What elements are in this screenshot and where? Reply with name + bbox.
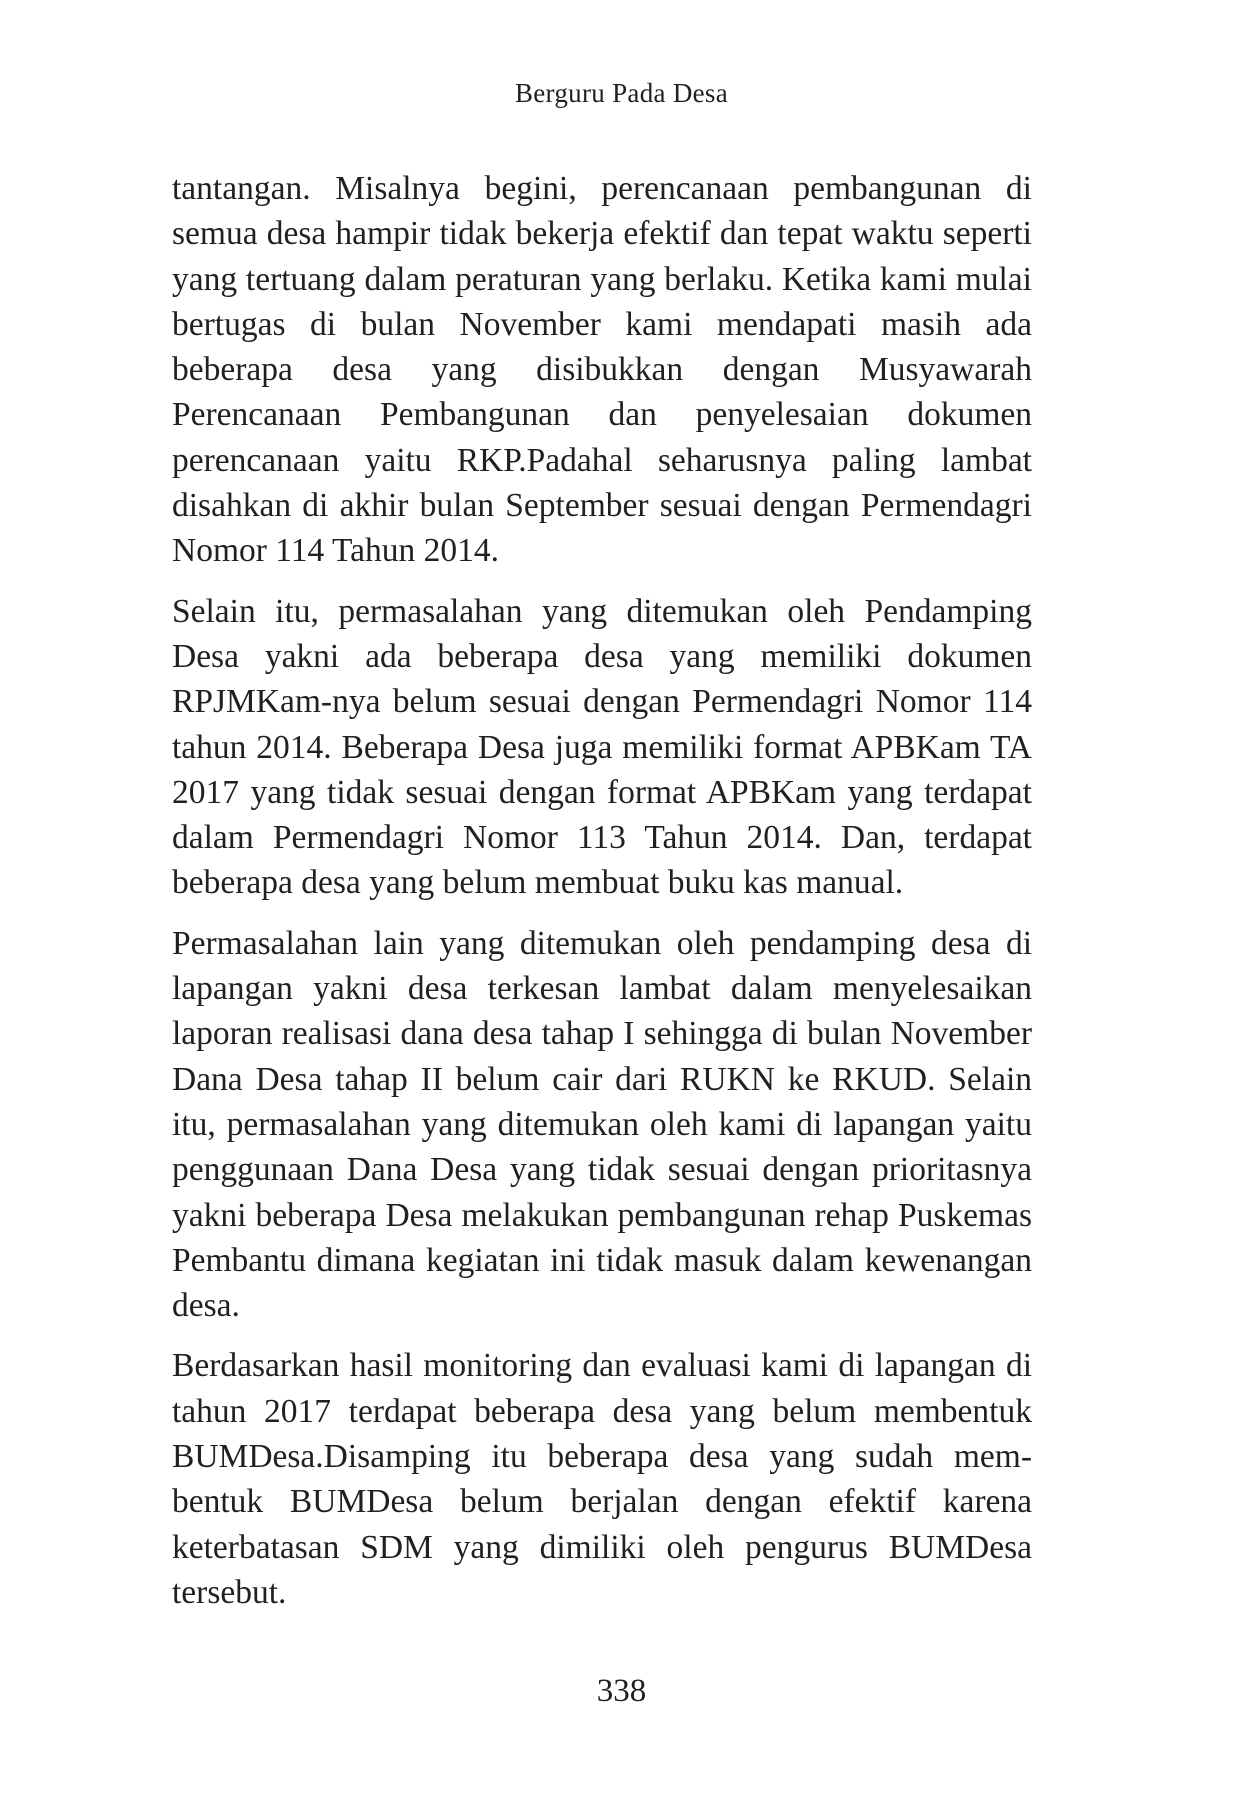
paragraph: tantangan. Misalnya begini, perencanaan pembangunan di semua desa hampir tidak bekerja efektif dan tepat waktu seperti yang tertuang dalam peraturan yang berlaku. Ketika kami mulai bertugas di bulan November kami mendapati masih ada beberapa desa yang disibukkan dengan Musyawarah Perencanaan Pembangunan dan penyelesaian dokumen perencanaan yaitu RKP.Padahal seharusnya paling lambat disahkan di akhir bulan September sesuai dengan Permendagri Nomor 114 Tahun 2014.	[172, 170, 1032, 570]
running-header: Berguru Pada Desa	[514, 78, 729, 108]
page-number: 338	[596, 1673, 647, 1709]
paragraph: Permasalahan lain yang ditemukan oleh pendamping desa di lapangan yakni desa terkesan lambat dalam menyelesaikan laporan realisasi dana desa tahap I sehingga di bulan November Dana Desa tahap II belum cair dari RUKN ke RKUD. Selain itu, permasalahan yang ditemukan oleh kami di lapangan yaitu penggunaan Dana Desa yang tidak sesuai dengan prioritasnya yakni beberapa Desa melakukan pembangunan rehap Puskemas Pembantu dimana kegiatan ini tidak masuk dalam kewenangan desa.	[172, 924, 1032, 1325]
body-text	[172, 166, 1032, 1630]
paragraph: Berdasarkan hasil monitoring dan evaluasi kami di lapangan di tahun 2017 terdapat beberapa desa yang belum membentuk BUMDesa.Disamping itu beberapa desa yang sudah membentuk BUMDesa belum berjalan dengan efektif karena keterbatasan SDM yang dimiliki oleh pengurus BUMDesa tersebut.	[172, 1347, 1032, 1611]
paragraph: Selain itu, permasalahan yang ditemukan oleh Pendamping Desa yakni ada beberapa desa yang memiliki dokumen RPJMKam-nya belum sesuai dengan Permendagri Nomor 114 tahun 2014. Beberapa Desa juga memiliki format APBKam TA 2017 yang tidak sesuai dengan format APBKam yang terdapat dalam Permendagri Nomor 113 Tahun 2014. Dan, terdapat beberapa desa yang belum membuat buku kas manual.	[172, 592, 1032, 902]
